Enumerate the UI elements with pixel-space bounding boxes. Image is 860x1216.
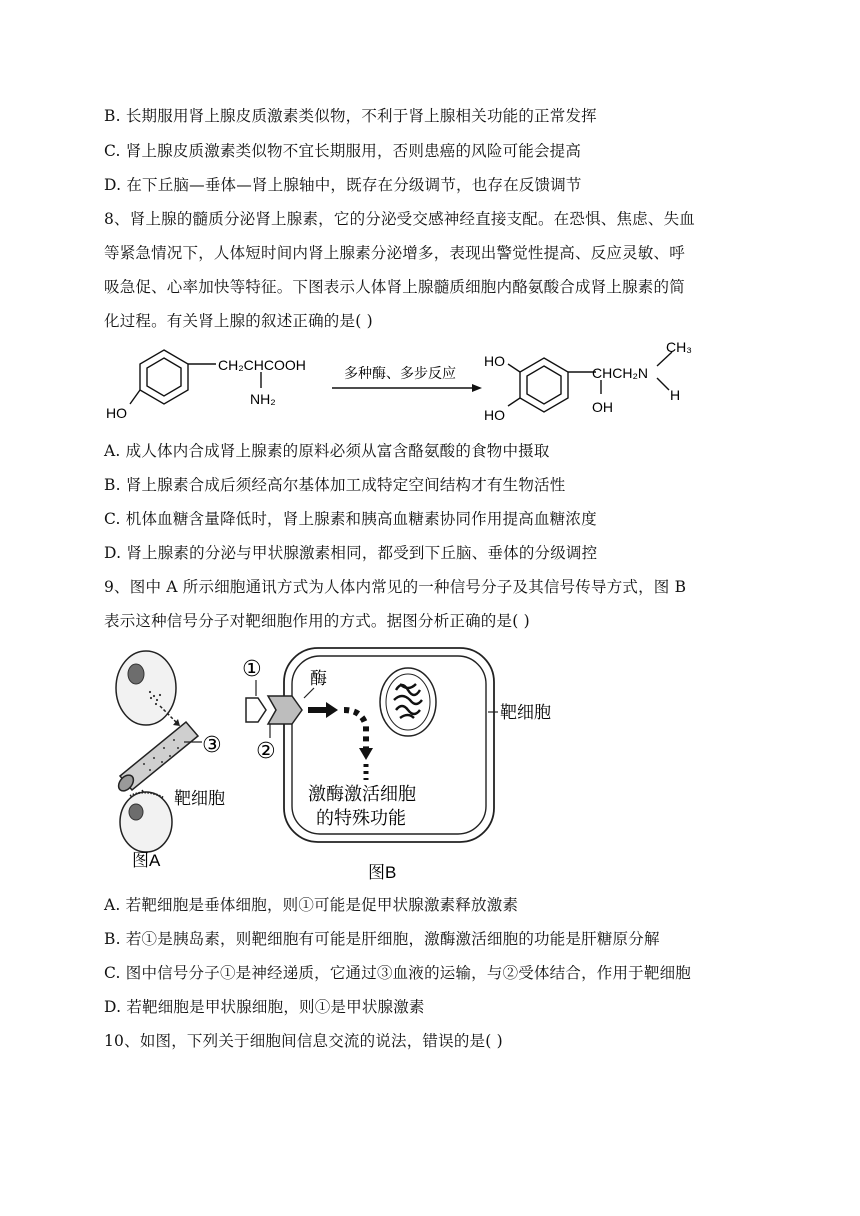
receptor-label-2: ② — [256, 738, 276, 763]
option-b-q9: B. 若①是胰岛素，则靶细胞有可能是肝细胞，激酶激活细胞的功能是肝糖原分解 — [104, 930, 660, 948]
secreting-cell-nucleus — [128, 664, 144, 684]
cell-signaling-figure — [104, 640, 624, 888]
nucleus-b — [380, 668, 436, 736]
target-cell-b-label: 靶细胞 — [500, 703, 551, 722]
question-9-line-2: 表示这种信号分子对靶细胞作用的方式。据图分析正确的是( ) — [104, 612, 530, 630]
epinephrine-side-chain: CHCH₂N — [592, 365, 648, 381]
figure-b-caption: 图B — [368, 863, 397, 882]
option-b-q8: B. 肾上腺素合成后须经高尔基体加工成特定空间结构才有生物活性 — [104, 476, 566, 494]
tyrosine-amino-group: NH₂ — [250, 391, 276, 407]
function-text-line-2: 的特殊功能 — [316, 808, 406, 828]
question-8-line-1: 8、肾上腺的髓质分泌肾上腺素，它的分泌受交感神经直接支配。在恐惧、焦虑、失血 — [104, 210, 695, 228]
function-text-line-1: 激酶激活细胞 — [308, 784, 416, 804]
question-8-line-3: 吸急促、心率加快等特征。下图表示人体肾上腺髓质细胞内酪氨酸合成肾上腺素的简 — [104, 278, 685, 296]
epinephrine-ring — [508, 352, 672, 412]
figure-b — [242, 648, 551, 882]
epinephrine-amine-h: H — [670, 387, 681, 403]
tyrosine-hydroxyl: HO — [106, 405, 127, 421]
epinephrine-hydroxyl-side: OH — [592, 399, 613, 415]
target-cell-a — [120, 792, 172, 852]
option-d-q8: D. 肾上腺素的分泌与甲状腺激素相同，都受到下丘脑、垂体的分级调控 — [104, 544, 598, 562]
option-d-q7: D. 在下丘脑—垂体—肾上腺轴中，既存在分级调节，也存在反馈调节 — [104, 176, 582, 194]
option-c-q9: C. 图中信号分子①是神经递质，它通过③血液的运输，与②受体结合，作用于靶细胞 — [104, 964, 691, 982]
target-cell-a-nucleus — [129, 804, 143, 820]
reaction-arrowhead — [472, 384, 482, 392]
chemical-reaction-figure — [104, 338, 704, 430]
option-a-q9: A. 若靶细胞是垂体细胞，则①可能是促甲状腺激素释放激素 — [104, 896, 519, 914]
enzyme-label: 酶 — [310, 669, 327, 688]
vessel-label-3: ③ — [202, 732, 222, 757]
epinephrine-methyl: CH₃ — [666, 339, 692, 355]
question-8-line-2: 等紧急情况下，人体短时间内肾上腺素分泌增多，表现出警觉性提高、反应灵敏、呼 — [104, 244, 685, 262]
figure-a-caption: 图A — [132, 851, 161, 870]
question-9-line-1: 9、图中 A 所示细胞通讯方式为人体内常见的一种信号分子及其信号传导方式，图 B — [104, 578, 687, 596]
option-a-q8: A. 成人体内合成肾上腺素的原料必须从富含酪氨酸的食物中摄取 — [104, 442, 550, 460]
epinephrine-hydroxyl-bottom: HO — [484, 407, 505, 423]
epinephrine-hydroxyl-top: HO — [484, 353, 505, 369]
option-d-q9: D. 若靶细胞是甲状腺细胞，则①是甲状腺激素 — [104, 998, 425, 1016]
blood-vessel — [116, 722, 198, 794]
tyrosine-side-chain: CH₂CHCOOH — [218, 357, 306, 373]
signal-molecule-1 — [246, 698, 266, 722]
figure-a — [116, 651, 225, 870]
option-c-q8: C. 机体血糖含量降低时，肾上腺素和胰高血糖素协同作用提高血糖浓度 — [104, 510, 597, 528]
question-8-line-4: 化过程。有关肾上腺的叙述正确的是( ) — [104, 312, 373, 330]
option-c-q7: C. 肾上腺皮质激素类似物不宜长期服用，否则患癌的风险可能会提高 — [104, 142, 582, 160]
reaction-arrow-label: 多种酶、多步反应 — [344, 365, 456, 381]
option-b-q7: B. 长期服用肾上腺皮质激素类似物，不利于肾上腺相关功能的正常发挥 — [104, 107, 597, 125]
question-10-line-1: 10、如图，下列关于细胞间信息交流的说法，错误的是( ) — [104, 1032, 503, 1050]
target-cell-a-label: 靶细胞 — [174, 789, 225, 808]
signal-molecule-label-1: ① — [242, 656, 262, 681]
